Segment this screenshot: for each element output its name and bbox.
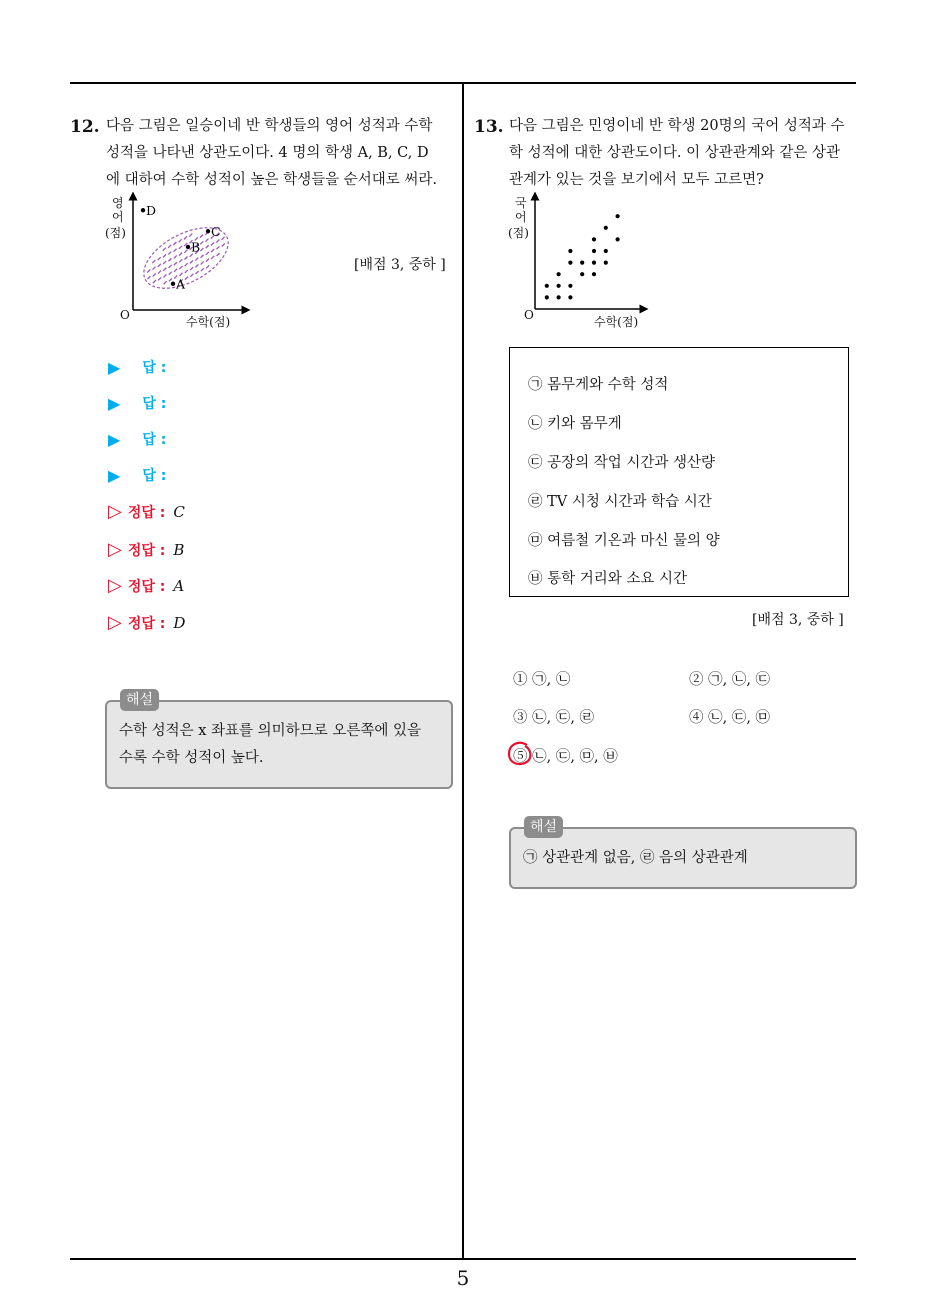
q12-answer-row-4: [108, 465, 166, 485]
q13-point-8: [580, 272, 584, 276]
q13-choice-4: ㉣ TV 시청 시간과 학습 시간: [528, 494, 712, 510]
hatch-mark: [174, 269, 177, 272]
hatch-mark: [163, 254, 166, 257]
hatch-mark: [196, 271, 199, 274]
q12-y-label-3: (점): [105, 226, 126, 240]
q12-answer-row-3: [108, 429, 166, 449]
hatch-mark: [158, 277, 161, 280]
q13-option-4[interactable]: ④ ㉡, ㉢, ㉤: [689, 710, 771, 726]
hatch-mark: [200, 235, 203, 238]
answer-label: 답 :: [142, 396, 167, 412]
q13-y-label-2: 어: [515, 210, 527, 224]
answer-arrow-icon: ▶: [108, 357, 121, 377]
q13-scatter-graph: [505, 192, 665, 332]
hatch-mark: [211, 256, 214, 259]
hatch-mark: [201, 268, 204, 271]
q12-point-label-B: B: [191, 239, 201, 255]
hatch-mark: [190, 274, 193, 277]
q12-answer-row-2: [108, 393, 166, 413]
hatch-mark: [158, 271, 161, 274]
q13-point-19: [604, 226, 608, 230]
q12-point-label-D: D: [146, 202, 157, 218]
q13-choice-2: ㉡ 키와 몸무게: [528, 416, 622, 432]
q12-explanation-line2: 수록 수학 성적이 높다.: [119, 750, 264, 766]
q13-point-5: [557, 284, 561, 288]
hatch-mark: [164, 281, 167, 284]
hatch-mark: [222, 243, 225, 246]
hatch-mark: [174, 262, 177, 265]
hatch-mark: [206, 252, 209, 255]
q12-difficulty: [배점 3, 중하 ]: [354, 257, 446, 273]
q12-point-label-C: C: [211, 223, 221, 239]
q12-y-label-2: 어: [112, 210, 124, 224]
correct-label: 정답 :: [127, 504, 166, 521]
correct-label: 정답 :: [127, 542, 166, 559]
hatch-mark: [179, 259, 182, 262]
q13-point-15: [592, 249, 596, 253]
hatch-mark: [158, 257, 161, 260]
hatch-mark: [163, 274, 166, 277]
hatch-mark: [184, 250, 187, 253]
hatch-mark: [179, 266, 182, 269]
q12-point-label-A: A: [176, 276, 186, 292]
q13-choice-6: ㉥ 통학 거리와 소요 시간: [528, 571, 687, 587]
hatch-mark: [152, 260, 155, 263]
hatch-mark: [163, 268, 166, 271]
answer-arrow-icon: ▶: [108, 465, 121, 485]
q13-point-4: [545, 284, 549, 288]
q13-point-13: [604, 261, 608, 265]
q13-point-3: [568, 295, 572, 299]
hatch-mark: [211, 242, 214, 245]
q13-point-2: [557, 295, 561, 299]
q12-point-B: [186, 245, 190, 249]
correct-answer-value: B: [173, 540, 185, 559]
q12-number: 12.: [70, 117, 100, 137]
hatch-mark: [185, 263, 188, 266]
answer-arrow-icon: ▶: [108, 429, 121, 449]
q12-text-line2: 성적을 나타낸 상관도이다. 4 명의 학생 A, B, C, D: [106, 145, 429, 161]
hatch-mark: [216, 240, 219, 243]
q13-y-label-3: (점): [508, 226, 529, 240]
correct-arrow-icon: ▷: [108, 612, 122, 633]
answer-label: 답 :: [142, 468, 167, 484]
q13-point-9: [592, 272, 596, 276]
hatch-mark: [179, 239, 182, 242]
hatch-mark: [163, 261, 166, 264]
hatch-mark: [174, 249, 177, 252]
q13-point-11: [580, 261, 584, 265]
hatch-mark: [147, 276, 150, 279]
bottom-rule: [70, 1258, 856, 1260]
correct-answer-value: C: [173, 502, 185, 521]
q13-origin: O: [524, 308, 534, 322]
hatch-mark: [211, 249, 214, 252]
hatch-mark: [200, 248, 203, 251]
page-number: 5: [456, 1266, 470, 1290]
hatch-mark: [179, 246, 182, 249]
q13-choice-3: ㉢ 공장의 작업 시간과 생산량: [528, 455, 716, 471]
hatch-mark: [169, 272, 172, 275]
hatch-mark: [185, 270, 188, 273]
q12-y-label-1: 영: [112, 196, 124, 210]
column-divider: [462, 83, 464, 1259]
answer-label: 답 :: [142, 432, 167, 448]
q13-option-5[interactable]: ⑤ ㉡, ㉢, ㉤, ㉥: [513, 749, 618, 765]
q13-number: 13.: [474, 117, 504, 137]
q12-point-D: [141, 208, 145, 212]
hatch-mark: [169, 278, 172, 281]
hatch-mark: [158, 264, 161, 267]
q12-ellipse-hatch: [147, 232, 225, 284]
q12-answer-row-1: [108, 357, 166, 377]
hatch-mark: [168, 252, 171, 255]
q13-text-line1: 다음 그림은 민영이네 반 학생 20명의 국어 성적과 수: [509, 118, 845, 134]
q12-correct-row-3: [108, 575, 184, 596]
q12-correct-row-1: [108, 501, 185, 522]
q13-point-18: [616, 237, 620, 241]
hatch-mark: [185, 277, 188, 280]
q13-text-line2: 학 성적에 대한 상관도이다. 이 상관관계와 같은 상관: [509, 145, 841, 161]
hatch-mark: [190, 267, 193, 270]
q13-point-7: [557, 272, 561, 276]
q12-origin: O: [120, 308, 130, 322]
q13-x-label: 수학(점): [594, 315, 639, 329]
hatch-mark: [201, 261, 204, 264]
correct-answer-value: A: [173, 576, 185, 595]
hatch-mark: [147, 270, 150, 273]
hatch-mark: [189, 234, 192, 237]
q12-text-line1: 다음 그림은 일승이네 반 학생들의 영어 성적과 수학: [106, 118, 433, 134]
answer-arrow-icon: ▶: [108, 393, 121, 413]
q13-explanation-line1: ㉠ 상관관계 없음, ㉣ 음의 상관관계: [523, 850, 748, 866]
q12-point-A: [171, 282, 175, 286]
q12-x-label: 수학(점): [186, 315, 231, 329]
q12-explanation-line1: 수학 성적은 x 좌표를 의미하므로 오른쪽에 있을: [119, 723, 421, 739]
q13-option-3[interactable]: ③ ㉡, ㉢, ㉣: [513, 710, 595, 726]
q13-point-20: [616, 214, 620, 218]
q13-text-line3: 관계가 있는 것을 보기에서 모두 고르면?: [509, 172, 764, 188]
q13-option-1[interactable]: ① ㉠, ㉡: [513, 672, 571, 688]
correct-arrow-icon: ▷: [108, 575, 122, 596]
hatch-mark: [179, 253, 182, 256]
q13-option-2[interactable]: ② ㉠, ㉡, ㉢: [689, 672, 771, 688]
hatch-mark: [185, 257, 188, 260]
q12-correct-row-4: [108, 612, 185, 633]
hatch-mark: [184, 236, 187, 239]
q13-point-14: [568, 249, 572, 253]
hatch-mark: [168, 258, 171, 261]
answer-label: 답 :: [142, 360, 167, 376]
q13-y-label-1: 국: [515, 196, 527, 210]
hatch-mark: [173, 242, 176, 245]
correct-label: 정답 :: [127, 578, 166, 595]
q12-point-C: [206, 229, 210, 233]
correct-arrow-icon: ▷: [108, 539, 122, 560]
correct-arrow-icon: ▷: [108, 501, 122, 522]
hatch-mark: [195, 264, 198, 267]
q13-points-group: [545, 214, 620, 299]
hatch-mark: [190, 260, 193, 263]
hatch-mark: [217, 253, 220, 256]
q12-explanation-box: [105, 700, 453, 789]
hatch-mark: [195, 258, 198, 261]
q13-point-10: [568, 261, 572, 265]
hatch-mark: [200, 241, 203, 244]
q13-choice-5: ㉤ 여름철 기온과 마신 물의 양: [528, 533, 720, 549]
hatch-mark: [201, 255, 204, 258]
q13-choice-1: ㉠ 몸무게와 수학 성적: [528, 377, 669, 393]
q13-point-16: [604, 249, 608, 253]
q12-correct-row-2: [108, 539, 184, 560]
hatch-mark: [206, 245, 209, 248]
q13-difficulty: [배점 3, 중하 ]: [752, 612, 844, 628]
q12-text-line3: 에 대하여 수학 성적이 높은 학생들을 순서대로 써라.: [106, 172, 438, 188]
hatch-mark: [206, 259, 209, 262]
correct-answer-value: D: [173, 613, 186, 632]
hatch-mark: [206, 265, 209, 268]
q13-choices-box: [509, 347, 849, 597]
hatch-mark: [222, 237, 225, 240]
q13-point-1: [545, 295, 549, 299]
correct-label: 정답 :: [127, 615, 166, 632]
q13-point-17: [592, 237, 596, 241]
hatch-mark: [163, 248, 166, 251]
hatch-mark: [206, 239, 209, 242]
q12-scatter-graph: [100, 192, 260, 332]
q13-point-12: [592, 261, 596, 265]
q13-explanation-tag: 해설: [524, 816, 563, 838]
q13-point-6: [568, 284, 572, 288]
selected-answer-circle-icon: [505, 739, 535, 769]
hatch-mark: [168, 245, 171, 248]
hatch-mark: [153, 273, 156, 276]
q12-explanation-tag: 해설: [120, 689, 159, 711]
hatch-mark: [174, 255, 177, 258]
hatch-mark: [153, 280, 156, 283]
hatch-mark: [153, 267, 156, 270]
hatch-mark: [169, 265, 172, 268]
hatch-mark: [216, 246, 219, 249]
